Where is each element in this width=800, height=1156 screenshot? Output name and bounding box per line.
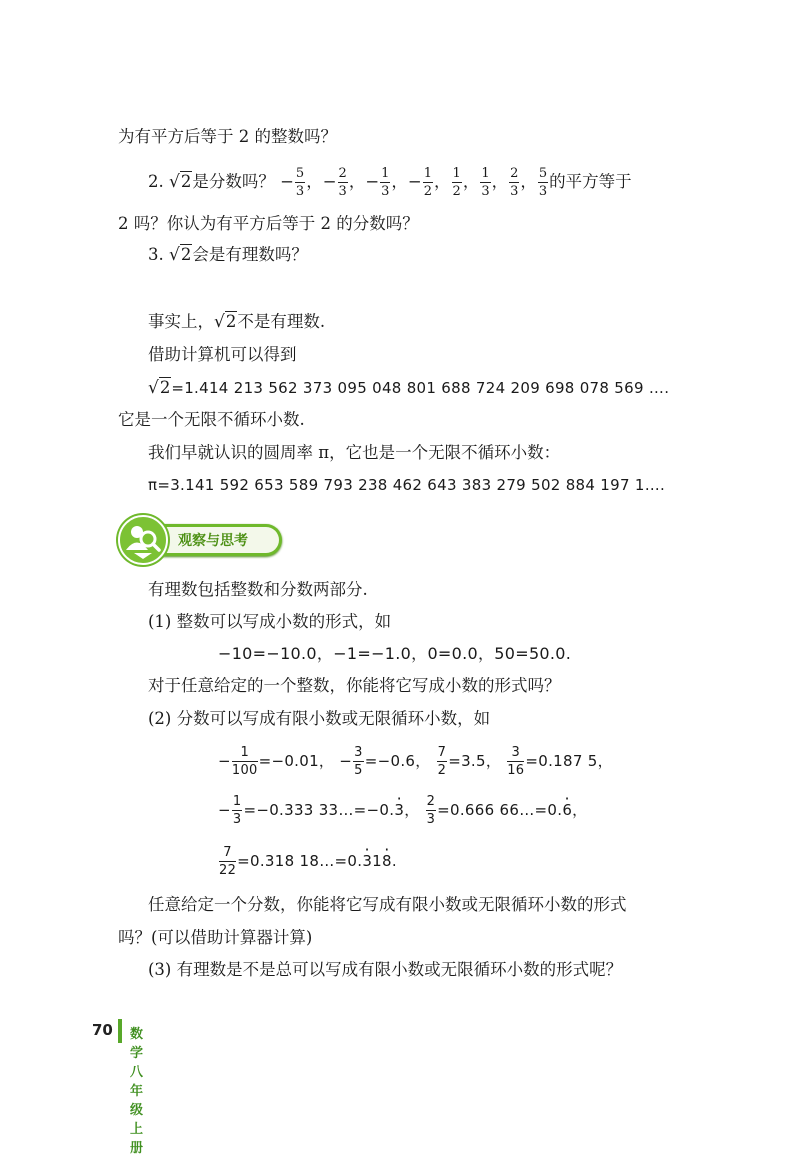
sqrt-2: √2	[169, 172, 192, 192]
page-number: 70	[92, 1021, 113, 1039]
text-line: 吗？(可以借助计算器计算)	[118, 928, 313, 947]
fraction: $\frac{1}{3}$	[232, 794, 242, 827]
text-line: 2 吗？你认为有平方后等于 2 的分数吗？	[118, 214, 419, 233]
observe-think-badge	[118, 515, 284, 561]
text-line: (2) 分数可以写成有限小数或无限循环小数，如	[148, 709, 491, 728]
text-line: 它是一个无限不循环小数.	[118, 410, 305, 429]
fraction: − $\frac{1}{2}$	[407, 166, 433, 199]
fraction: − $\frac{1}{3}$	[365, 166, 390, 199]
text-line: 为有平方后等于 2 的整数吗？	[118, 127, 337, 146]
decimal-value: =1.414 213 562 373 095 048 801 688 724 209 698 078 569 ….	[171, 379, 670, 397]
fraction: $\frac{3}{16}$	[507, 745, 525, 778]
sqrt-2: √2	[148, 378, 171, 398]
fraction-examples-3: $\frac{7}{22}$ =0.318 18…=0.· 31· 8.	[218, 846, 397, 877]
repeating-digit: · 3	[362, 849, 372, 873]
text-line: 对于任意给定的一个整数，你能将它写成小数的形式吗？	[148, 676, 561, 695]
fraction: $\frac{2}{3}$	[426, 794, 436, 827]
fraction-list: − $\frac{5}{3}$ ，− $\frac{2}{3}$ ，− $\frac{1}{3}$ ，− $\frac{1}{2}$ ， $\frac{1}{2}$ ， $\frac{1}{3}$ ， $\frac{2}{3}$ ， $\frac{5}{3}$	[280, 166, 548, 199]
text: 事实上，	[148, 312, 214, 331]
integer-examples: −10=−10.0，−1=−1.0，0=0.0，50=50.0.	[218, 644, 572, 663]
text: 是分数吗？	[192, 172, 275, 191]
question-number: 2.	[148, 172, 164, 191]
fraction: $\frac{7}{22}$	[219, 845, 237, 878]
fraction: − $\frac{5}{3}$	[280, 166, 305, 199]
fraction: $\frac{3}{5}$	[354, 745, 363, 778]
text: 会是有理数吗？	[192, 245, 308, 264]
footer-divider	[118, 1019, 122, 1043]
text-line: 有理数包括整数和分数两部分.	[148, 580, 368, 599]
text-line	[148, 310, 325, 334]
fraction-examples-2: − $\frac{1}{3}$ =−0.333 33…=−0.· 3， $\frac{2}{3}$ =0.666 66…=0.· 6，	[218, 795, 587, 826]
fraction: $\frac{7}{2}$	[437, 745, 447, 778]
repeating-digit: · 3	[394, 798, 404, 822]
fraction: $\frac{2}{3}$	[510, 166, 519, 199]
repeating-digit: · 6	[562, 798, 572, 822]
text: 的平方等于	[549, 172, 632, 191]
text: 不是有理数.	[237, 312, 326, 331]
text-line: 我们早就认识的圆周率 π，它也是一个无限不循环小数：	[148, 443, 561, 462]
repeating-digit: · 8	[382, 849, 392, 873]
badge-label: 观察与思考	[178, 533, 248, 549]
question-number: 3.	[148, 245, 164, 264]
sqrt2-expansion	[148, 376, 669, 400]
fraction-examples-1: − $\frac{1}{100}$ =−0.01， − $\frac{3}{5}$ =−0.6， $\frac{7}{2}$ =3.5， $\frac{3}{16}$ =0.187 5，	[218, 745, 613, 778]
fraction: $\frac{5}{3}$	[538, 166, 548, 199]
sqrt-2: √2	[169, 245, 192, 265]
text-line: (3) 有理数是不是总可以写成有限小数或无限循环小数的形式呢？	[148, 960, 623, 979]
pi-expansion: π=3.141 592 653 589 793 238 462 643 383 279 502 884 197 1….	[148, 476, 666, 494]
question-3-line	[148, 243, 308, 267]
text-line: 任意给定一个分数，你能将它写成有限小数或无限循环小数的形式	[148, 895, 627, 914]
question-2-line	[148, 167, 632, 198]
text-line: (1) 整数可以写成小数的形式，如	[148, 612, 392, 631]
fraction: $\frac{1}{2}$	[452, 166, 461, 199]
magnifier-person-icon	[118, 515, 168, 565]
text-line: 借助计算机可以得到	[148, 345, 297, 364]
fraction: $\frac{1}{3}$	[481, 166, 490, 199]
book-title: 数学 八年级上册	[130, 1027, 145, 1156]
sqrt-2: √2	[214, 312, 237, 332]
fraction: $\frac{1}{100}$	[231, 745, 258, 778]
fraction: − $\frac{2}{3}$	[322, 166, 347, 199]
